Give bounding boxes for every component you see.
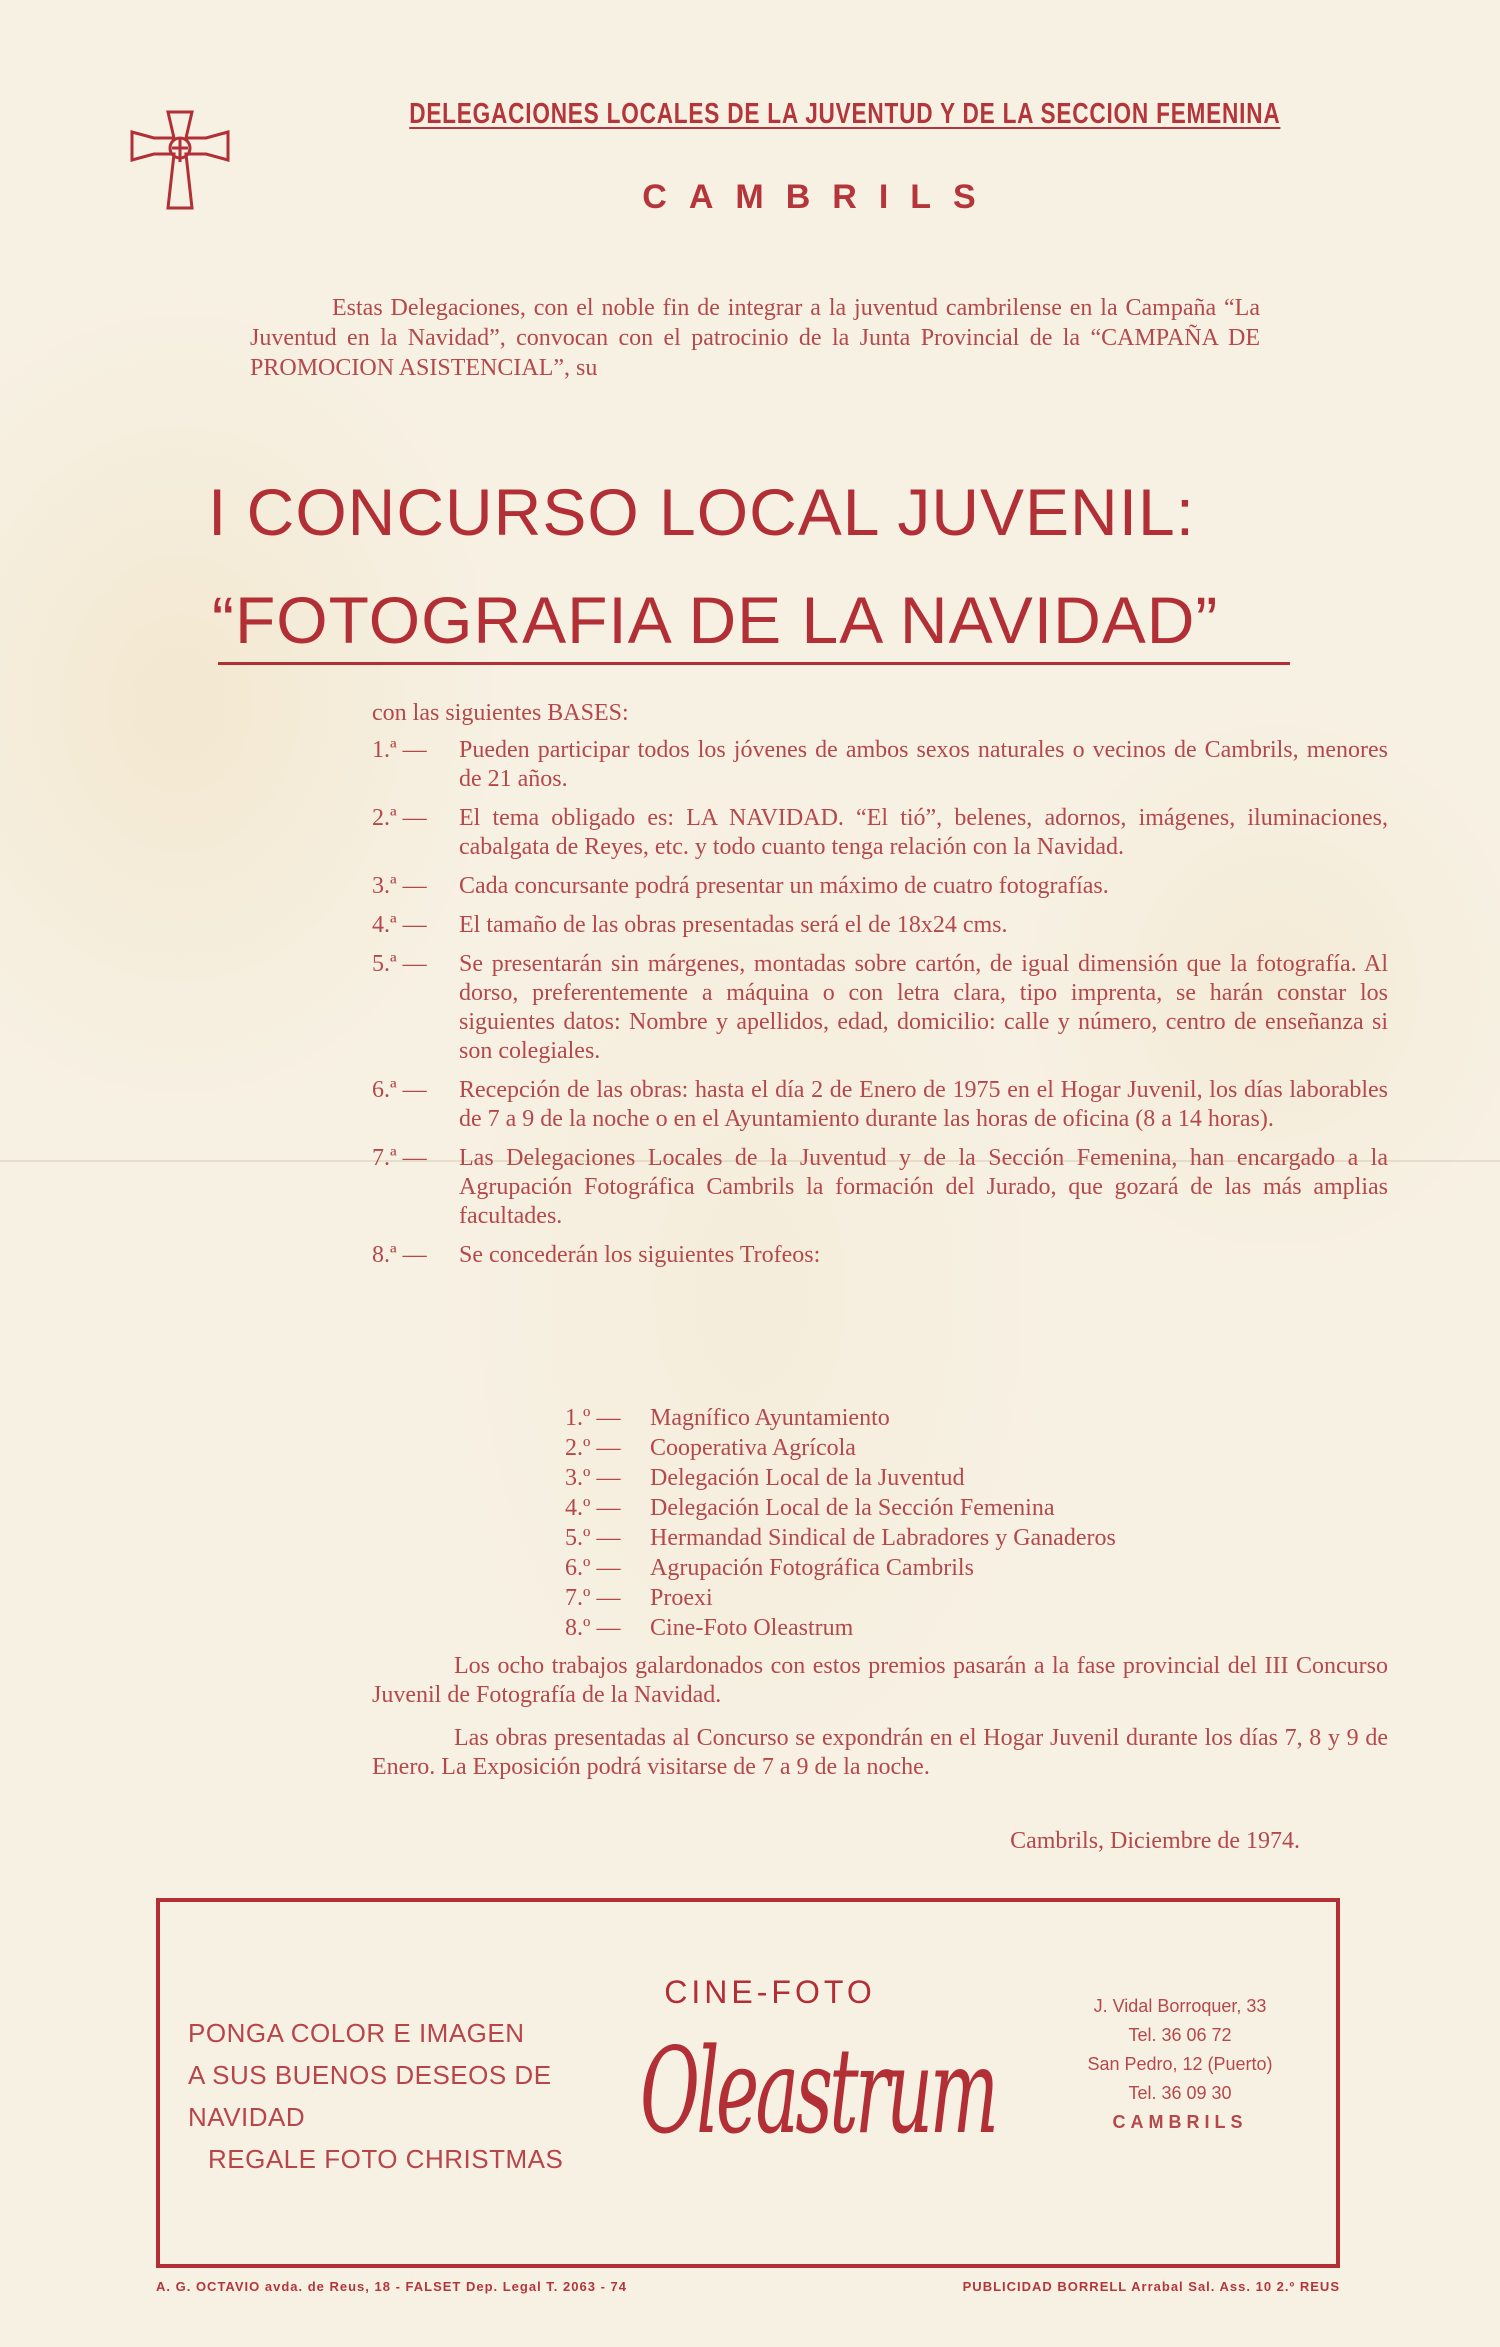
rule-number: 3.ª —: [372, 873, 427, 899]
trophy-item: [565, 1583, 1365, 1613]
bases-intro: con las siguientes BASES:: [372, 700, 629, 726]
rule-item: [372, 804, 1388, 862]
rule-number: 6.ª —: [372, 1077, 427, 1103]
ad-slogan-line: PONGA COLOR E IMAGEN: [188, 2018, 525, 2048]
ad-city: CAMBRILS: [1112, 2112, 1248, 2132]
rule-text: El tema obligado es: LA NAVIDAD. “El tió”, belenes, adornos, imágenes, iluminaciones, cabalgata de Reyes, etc. y todo cuanto tenga relación con la Navidad.: [459, 805, 1388, 860]
organization-header: DELEGACIONES LOCALES DE LA JUVENTUD Y DE LA SECCION FEMENINA: [409, 98, 1281, 130]
rule-number: 2.ª —: [372, 805, 427, 831]
trophy-item: [565, 1493, 1365, 1523]
trophy-number: 3.º —: [565, 1465, 621, 1491]
closing-text: [372, 1652, 1388, 1796]
ad-address-2: San Pedro, 12 (Puerto): [1087, 2054, 1273, 2074]
trophy-item: [565, 1403, 1365, 1433]
rule-item: [372, 1144, 1388, 1231]
rule-text: Se presentarán sin márgenes, montadas sobre cartón, de igual dimensión que la fotografía. Al dorso, preferentemente a máquina o con letra clara, tipo imprenta, se harán constar los siguientes datos: Nombre y apellidos, edad, domicilio: calle y número, centro de enseñanza si son colegiales.: [459, 951, 1388, 1064]
trophy-name: Proexi: [650, 1585, 713, 1611]
ad-cine-foto-label: CINE-FOTO: [664, 1974, 876, 2010]
trophy-number: 8.º —: [565, 1615, 621, 1641]
trophy-item: [565, 1553, 1365, 1583]
footer-printer: A. G. OCTAVIO avda. de Reus, 18 - FALSET Dep. Legal T. 2063 - 74: [156, 2279, 627, 2294]
ad-phone-1: Tel. 36 06 72: [1128, 2025, 1232, 2045]
rule-text: Recepción de las obras: hasta el día 2 de Enero de 1975 en el Hogar Juvenil, los días laborables de 7 a 9 de la noche o en el Ayuntamiento durante las horas de oficina (8 a 14 horas).: [459, 1077, 1388, 1132]
trophy-name: Delegación Local de la Sección Femenina: [650, 1495, 1055, 1521]
rule-item: [372, 911, 1388, 940]
rule-text: El tamaño de las obras presentadas será el de 18x24 cms.: [459, 912, 1008, 938]
title-underline: [218, 662, 1290, 665]
ad-slogan-line: NAVIDAD: [188, 2102, 306, 2132]
rule-item: [372, 872, 1388, 901]
rule-text: Se concederán los siguientes Trofeos:: [459, 1242, 821, 1268]
trophy-number: 6.º —: [565, 1555, 621, 1581]
trophy-number: 2.º —: [565, 1435, 621, 1461]
trophy-item: [565, 1463, 1365, 1493]
rule-item: [372, 736, 1388, 794]
trophy-name: Magnífico Ayuntamiento: [650, 1405, 890, 1431]
rule-text: Pueden participar todos los jóvenes de ambos sexos naturales o vecinos de Cambrils, menores de 21 años.: [459, 737, 1388, 792]
rule-text: Las Delegaciones Locales de la Juventud y de la Sección Femenina, han encargado a la Agrupación Fotográfica Cambrils la formación del Jurado, que gozará de las más amplias facultades.: [459, 1145, 1388, 1229]
trophy-name: Agrupación Fotográfica Cambrils: [650, 1555, 974, 1581]
intro-paragraph: Estas Delegaciones, con el noble fin de integrar a la juventud cambrilense en la Campaña “La Juventud en la Navidad”, convocan con el patrocinio de la Junta Provincial de la “CAMPAÑA DE PROMOCION ASISTENCIAL”, su: [250, 295, 1260, 381]
trophies-list: [565, 1403, 1365, 1643]
contest-title-line2: “FOTOGRAFIA DE LA NAVIDAD”: [212, 583, 1219, 657]
trophy-name: Hermandad Sindical de Labradores y Ganaderos: [650, 1525, 1116, 1551]
footer-publicity: PUBLICIDAD BORRELL Arrabal Sal. Ass. 10 2.º REUS: [962, 2279, 1340, 2294]
closing-paragraph-1: Los ocho trabajos galardonados con estos premios pasarán a la fase provincial del III Concurso Juvenil de Fotografía de la Navidad.: [372, 1653, 1388, 1708]
rule-number: 4.ª —: [372, 912, 427, 938]
contest-title-line1: I CONCURSO LOCAL JUVENIL:: [208, 475, 1196, 549]
ad-slogan-line: REGALE FOTO CHRISTMAS: [208, 2144, 564, 2174]
rule-item: [372, 1076, 1388, 1134]
ad-slogan-line: A SUS BUENOS DESEOS DE: [188, 2060, 552, 2090]
ad-brand-logo: Oleastrum: [640, 2022, 996, 2160]
closing-paragraph-2: Las obras presentadas al Concurso se expondrán en el Hogar Juvenil durante los días 7, 8 y 9 de Enero. La Exposición podrá visitarse de 7 a 9 de la noche.: [372, 1725, 1388, 1780]
trophy-item: [565, 1523, 1365, 1553]
trophy-name: Cine-Foto Oleastrum: [650, 1615, 854, 1641]
rule-number: 1.ª —: [372, 737, 427, 763]
trophy-name: Delegación Local de la Juventud: [650, 1465, 965, 1491]
rules-list: [372, 736, 1388, 1280]
advertisement-box: [156, 1898, 1340, 2268]
town-name: CAMBRILS: [642, 178, 998, 216]
rule-text: Cada concursante podrá presentar un máximo de cuatro fotografías.: [459, 873, 1109, 899]
cross-emblem-icon: [128, 108, 232, 212]
trophy-item: [565, 1613, 1365, 1643]
rule-number: 8.ª —: [372, 1242, 427, 1268]
trophy-name: Cooperativa Agrícola: [650, 1435, 856, 1461]
rule-item: [372, 950, 1388, 1066]
trophy-number: 7.º —: [565, 1585, 621, 1611]
place-date-signoff: Cambrils, Diciembre de 1974.: [1010, 1828, 1300, 1854]
trophy-number: 1.º —: [565, 1405, 621, 1431]
ad-phone-2: Tel. 36 09 30: [1128, 2083, 1232, 2103]
ad-slogan: [188, 2012, 578, 2180]
trophy-number: 5.º —: [565, 1525, 621, 1551]
printer-footer: [156, 2279, 1340, 2294]
rule-item: [372, 1241, 1388, 1270]
ad-contact-info: [1030, 1992, 1330, 2137]
ad-address-1: J. Vidal Borroquer, 33: [1093, 1996, 1267, 2016]
trophy-number: 4.º —: [565, 1495, 621, 1521]
trophy-item: [565, 1433, 1365, 1463]
rule-number: 5.ª —: [372, 951, 427, 977]
rule-number: 7.ª —: [372, 1145, 427, 1171]
